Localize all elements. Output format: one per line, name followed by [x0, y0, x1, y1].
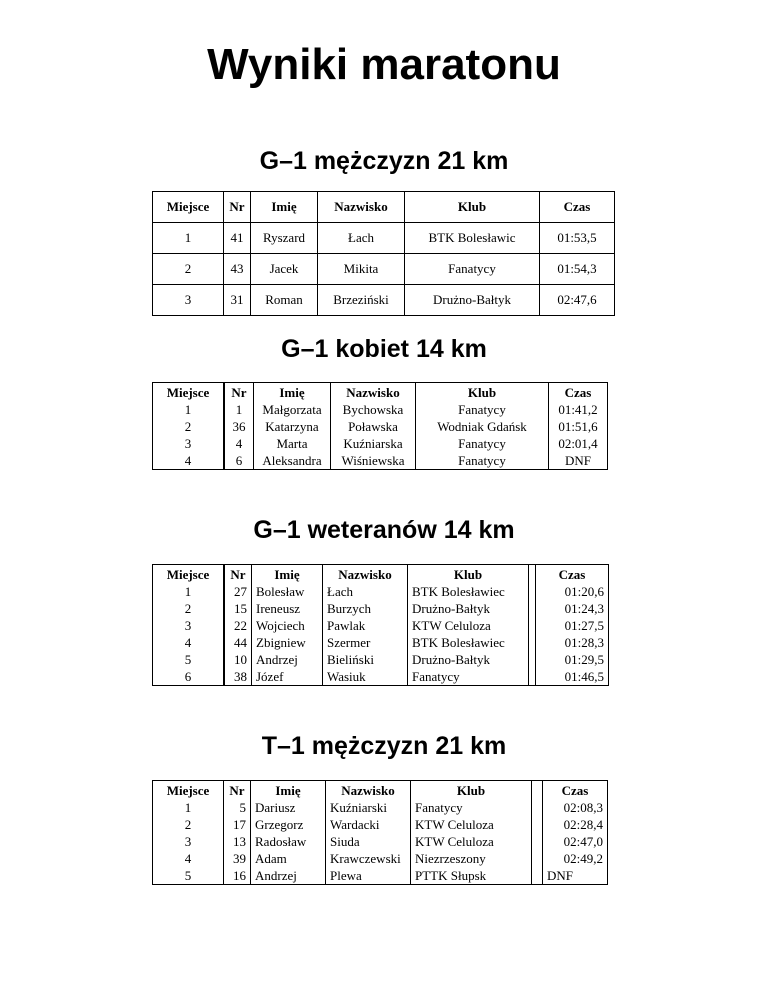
cell-czas: 01:54,3 — [540, 254, 615, 285]
cell-klub: Drużno-Bałtyk — [405, 285, 540, 316]
cell-nazwisko: Brzeziński — [318, 285, 405, 316]
cell-klub: Fanatycy — [405, 254, 540, 285]
cell-nazwisko: Kuźniarski — [326, 799, 411, 816]
col-header-nazwisko: Nazwisko — [318, 192, 405, 223]
cell-nr: 16 — [224, 867, 251, 885]
col-header-klub: Klub — [408, 565, 529, 584]
table-row — [153, 600, 609, 617]
cell-czas: 01:41,2 — [549, 401, 608, 418]
table-header-row — [153, 192, 615, 223]
cell-nr: 36 — [225, 418, 254, 435]
cell-imie: Ireneusz — [252, 600, 323, 617]
col-header-imie: Imię — [251, 781, 326, 800]
cell-klub: KTW Celuloza — [408, 617, 529, 634]
cell-imie: Aleksandra — [254, 452, 331, 470]
cell-nazwisko: Kuźniarska — [331, 435, 416, 452]
table-header-row — [153, 565, 609, 584]
table-header-row — [153, 383, 608, 402]
col-header-miejsce: Miejsce — [153, 383, 224, 402]
cell-nr: 27 — [225, 583, 252, 600]
table-row — [153, 401, 608, 418]
cell-nr: 38 — [225, 668, 252, 686]
table-row — [153, 799, 608, 816]
page-title: Wyniki maratonu — [207, 40, 561, 89]
col-header-nr: Nr — [225, 383, 254, 402]
cell-nr: 1 — [225, 401, 254, 418]
table-row — [153, 418, 608, 435]
cell-imie: Ryszard — [251, 223, 318, 254]
col-header-imie: Imię — [252, 565, 323, 584]
cell-nr: 4 — [225, 435, 254, 452]
cell-imie: Wojciech — [252, 617, 323, 634]
cell-nazwisko: Krawczewski — [326, 850, 411, 867]
cell-klub: Fanatycy — [416, 435, 549, 452]
cell-czas: 01:29,5 — [536, 651, 609, 668]
cell-nr: 22 — [225, 617, 252, 634]
cell-czas: 01:53,5 — [540, 223, 615, 254]
cell-nr: 44 — [225, 634, 252, 651]
cell-imie: Jacek — [251, 254, 318, 285]
cell-nazwisko: Łach — [318, 223, 405, 254]
cell-miejsce: 4 — [153, 452, 224, 470]
cell-czas: 02:28,4 — [543, 816, 608, 833]
col-header-nr: Nr — [224, 192, 251, 223]
cell-miejsce: 1 — [153, 401, 224, 418]
cell-czas: 01:46,5 — [536, 668, 609, 686]
cell-nazwisko: Wiśniewska — [331, 452, 416, 470]
cell-miejsce: 5 — [153, 651, 224, 668]
cell-miejsce: 4 — [153, 850, 224, 867]
section-heading-g1-men-21km: G–1 mężczyzn 21 km — [259, 147, 509, 175]
cell-klub: Fanatycy — [408, 668, 529, 686]
results-table-t1-men-21km — [152, 780, 608, 885]
cell-imie: Zbigniew — [252, 634, 323, 651]
cell-miejsce: 4 — [153, 634, 224, 651]
table-row — [153, 223, 615, 254]
cell-nr: 5 — [224, 799, 251, 816]
cell-nr: 13 — [224, 833, 251, 850]
cell-miejsce: 2 — [153, 600, 224, 617]
cell-czas: DNF — [543, 867, 608, 885]
results-table-g1-veterans-14km — [152, 564, 609, 686]
cell-czas: 02:08,3 — [543, 799, 608, 816]
cell-miejsce: 3 — [153, 833, 224, 850]
cell-nr: 15 — [225, 600, 252, 617]
cell-nr: 17 — [224, 816, 251, 833]
cell-miejsce: 2 — [153, 418, 224, 435]
col-header-klub: Klub — [405, 192, 540, 223]
table-row — [153, 668, 609, 686]
cell-nazwisko: Poławska — [331, 418, 416, 435]
col-header-imie: Imię — [254, 383, 331, 402]
cell-klub: BTK Bolesławic — [405, 223, 540, 254]
col-header-imie: Imię — [251, 192, 318, 223]
cell-klub: Drużno-Bałtyk — [408, 600, 529, 617]
cell-klub: BTK Bolesławiec — [408, 583, 529, 600]
cell-klub: Fanatycy — [416, 452, 549, 470]
table-body — [153, 223, 615, 316]
cell-imie: Adam — [251, 850, 326, 867]
cell-nazwisko: Plewa — [326, 867, 411, 885]
results-table-g1-women-14km — [152, 382, 608, 470]
section-heading-g1-women-14km: G–1 kobiet 14 km — [281, 335, 487, 363]
cell-miejsce: 3 — [153, 617, 224, 634]
cell-nazwisko: Pawlak — [323, 617, 408, 634]
table-row — [153, 634, 609, 651]
cell-miejsce: 1 — [153, 799, 224, 816]
cell-nazwisko: Bychowska — [331, 401, 416, 418]
col-header-czas: Czas — [543, 781, 608, 800]
cell-miejsce: 2 — [153, 254, 224, 285]
col-header-czas: Czas — [536, 565, 609, 584]
cell-nazwisko: Szermer — [323, 634, 408, 651]
col-header-klub: Klub — [411, 781, 532, 800]
results-table-g1-men-21km — [152, 191, 615, 316]
cell-nr: 39 — [224, 850, 251, 867]
cell-miejsce: 1 — [153, 583, 224, 600]
col-header-nr: Nr — [224, 781, 251, 800]
col-header-miejsce: Miejsce — [153, 781, 224, 800]
cell-imie: Dariusz — [251, 799, 326, 816]
cell-klub: Drużno-Bałtyk — [408, 651, 529, 668]
cell-imie: Andrzej — [252, 651, 323, 668]
cell-czas: DNF — [549, 452, 608, 470]
cell-nr: 10 — [225, 651, 252, 668]
table-row — [153, 867, 608, 885]
cell-czas: 02:01,4 — [549, 435, 608, 452]
cell-nazwisko: Wardacki — [326, 816, 411, 833]
cell-nr: 6 — [225, 452, 254, 470]
table-row — [153, 850, 608, 867]
table-row — [153, 435, 608, 452]
table-row — [153, 651, 609, 668]
cell-miejsce: 5 — [153, 867, 224, 885]
cell-czas: 02:47,6 — [540, 285, 615, 316]
col-header-czas: Czas — [549, 383, 608, 402]
cell-imie: Radosław — [251, 833, 326, 850]
col-header-miejsce: Miejsce — [153, 192, 224, 223]
table-row — [153, 816, 608, 833]
cell-imie: Katarzyna — [254, 418, 331, 435]
cell-imie: Małgorzata — [254, 401, 331, 418]
cell-nazwisko: Łach — [323, 583, 408, 600]
cell-imie: Marta — [254, 435, 331, 452]
cell-czas: 02:47,0 — [543, 833, 608, 850]
cell-nr: 31 — [224, 285, 251, 316]
cell-czas: 01:51,6 — [549, 418, 608, 435]
col-header-nazwisko: Nazwisko — [323, 565, 408, 584]
col-header-klub: Klub — [416, 383, 549, 402]
col-header-nazwisko: Nazwisko — [331, 383, 416, 402]
table-row — [153, 617, 609, 634]
cell-klub: Fanatycy — [411, 799, 532, 816]
cell-nazwisko: Siuda — [326, 833, 411, 850]
cell-nazwisko: Wasiuk — [323, 668, 408, 686]
table-row — [153, 452, 608, 470]
cell-nazwisko: Burzych — [323, 600, 408, 617]
cell-imie: Andrzej — [251, 867, 326, 885]
cell-czas: 01:27,5 — [536, 617, 609, 634]
cell-miejsce: 3 — [153, 435, 224, 452]
table-row — [153, 254, 615, 285]
col-header-nr: Nr — [225, 565, 252, 584]
table-body — [153, 401, 608, 470]
table-row — [153, 583, 609, 600]
col-header-nazwisko: Nazwisko — [326, 781, 411, 800]
table-body — [153, 583, 609, 686]
cell-czas: 02:49,2 — [543, 850, 608, 867]
cell-klub: KTW Celuloza — [411, 833, 532, 850]
cell-klub: Wodniak Gdańsk — [416, 418, 549, 435]
cell-imie: Bolesław — [252, 583, 323, 600]
table-row — [153, 285, 615, 316]
cell-nazwisko: Bieliński — [323, 651, 408, 668]
cell-miejsce: 2 — [153, 816, 224, 833]
table-row — [153, 833, 608, 850]
cell-klub: BTK Bolesławiec — [408, 634, 529, 651]
col-header-miejsce: Miejsce — [153, 565, 224, 584]
section-heading-g1-veterans-14km: G–1 weteranów 14 km — [253, 516, 515, 544]
cell-klub: Fanatycy — [416, 401, 549, 418]
cell-imie: Roman — [251, 285, 318, 316]
cell-imie: Grzegorz — [251, 816, 326, 833]
col-header-czas: Czas — [540, 192, 615, 223]
cell-klub: KTW Celuloza — [411, 816, 532, 833]
cell-miejsce: 6 — [153, 668, 224, 686]
cell-nazwisko: Mikita — [318, 254, 405, 285]
cell-imie: Józef — [252, 668, 323, 686]
cell-nr: 43 — [224, 254, 251, 285]
section-heading-t1-men-21km: T–1 mężczyzn 21 km — [261, 732, 507, 760]
cell-miejsce: 1 — [153, 223, 224, 254]
cell-czas: 01:24,3 — [536, 600, 609, 617]
table-body — [153, 799, 608, 885]
cell-nr: 41 — [224, 223, 251, 254]
cell-klub: PTTK Słupsk — [411, 867, 532, 885]
cell-czas: 01:28,3 — [536, 634, 609, 651]
table-header-row — [153, 781, 608, 800]
cell-czas: 01:20,6 — [536, 583, 609, 600]
cell-miejsce: 3 — [153, 285, 224, 316]
cell-klub: Niezrzeszony — [411, 850, 532, 867]
